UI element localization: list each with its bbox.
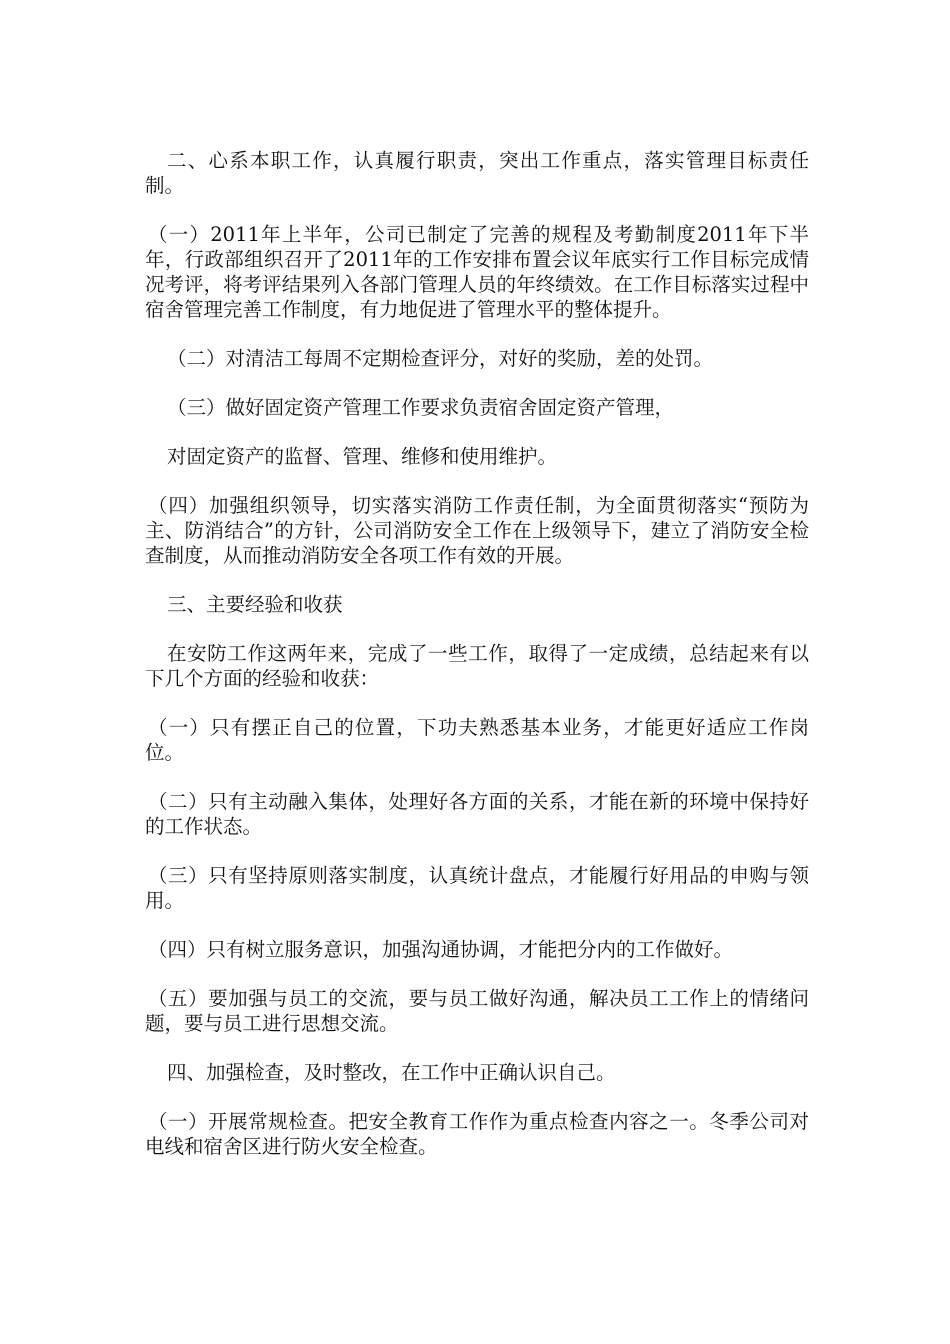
paragraph-item-3-continued: 对固定资产的监督、管理、维修和使用维护。	[167, 445, 558, 468]
paragraph-item-3: （三）做好固定资产管理工作要求负责宿舍固定资产管理，	[167, 396, 675, 419]
paragraph-experience-5: （五）要加强与员工的交流，要与员工做好沟通，解决员工工作上的情绪问题，要与员工进行思想交流。	[145, 987, 809, 1035]
paragraph-item-2: （二）对清洁工每周不定期检查评分，对好的奖励，差的处罚。	[167, 347, 714, 370]
section-heading-4: 四、加强检查，及时整改，在工作中正确认识自己。	[167, 1061, 616, 1084]
document-body	[145, 148, 809, 1183]
paragraph-experience-1: （一）只有摆正自己的位置，下功夫熟悉基本业务，才能更好适应工作岗位。	[145, 716, 809, 764]
paragraph-item-4: （四）加强组织领导，切实落实消防工作责任制，为全面贯彻落实“预防为主、防消结合”的方针，公司消防安全工作在上级领导下，建立了消防安全检查制度，从而推动消防安全各项工作有效的开展。	[145, 494, 809, 567]
paragraph-experience-2: （二）只有主动融入集体，处理好各方面的关系，才能在新的环境中保持好的工作状态。	[145, 790, 809, 838]
paragraph-inspection-1: （一）开展常规检查。把安全教育工作作为重点检查内容之一。冬季公司对电线和宿舍区进行防火安全检查。	[145, 1110, 809, 1158]
paragraph-experience-intro: 在安防工作这两年来，完成了一些工作，取得了一定成绩，总结起来有以下几个方面的经验和收获：	[145, 642, 809, 690]
section-heading-2: 二、心系本职工作，认真履行职责，突出工作重点，落实管理目标责任制。	[145, 149, 809, 197]
paragraph-experience-3: （三）只有坚持原则落实制度，认真统计盘点，才能履行好用品的申购与领用。	[145, 864, 809, 912]
paragraph-experience-4: （四）只有树立服务意识，加强沟通协调，才能把分内的工作做好。	[148, 938, 734, 961]
section-heading-3: 三、主要经验和收获	[167, 593, 343, 616]
paragraph-item-1: （一）2011年上半年，公司已制定了完善的规程及考勤制度2011年下半年，行政部组织召开了2011年的工作安排布置会议年底实行工作目标完成情况考评，将考评结果列入各部门管理人员的年终绩效。在工作目标落实过程中宿舍管理完善工作制度，有力地促进了管理水平的整体提升。	[145, 223, 809, 321]
